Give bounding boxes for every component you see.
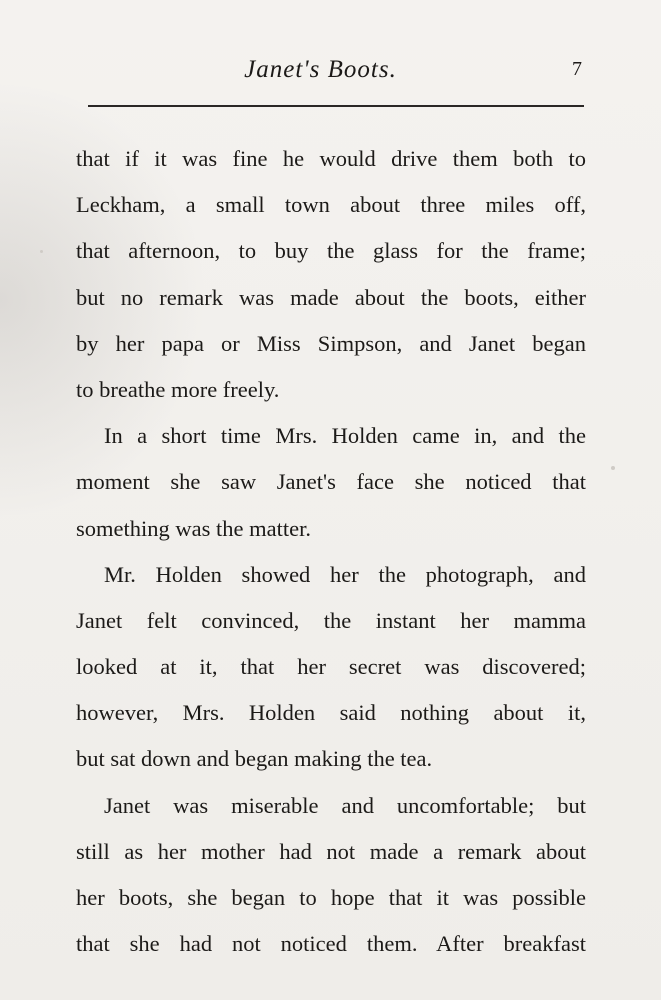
text-line: moment she saw Janet's face she noticed that [76,469,586,495]
text-line: that she had not noticed them. After breakfast [76,931,586,957]
text-line: by her papa or Miss Simpson, and Janet began [76,330,586,356]
text-line: that if it was fine he would drive them both to [76,146,586,171]
paper-speck [611,466,615,470]
text-line: but sat down and began making the tea. [76,746,433,772]
text-line: but no remark was made about the boots, either [76,284,586,310]
text-line: to breathe more freely. [76,376,280,402]
body-text [76,136,586,967]
header-rule [88,105,584,107]
text-line: that afternoon, to buy the glass for the frame; [76,238,586,264]
text-line: something was the matter. [76,515,311,541]
page-number: 7 [572,58,582,80]
text-line: her boots, she began to hope that it was possible [76,885,586,910]
paragraph-start-line: Janet was miserable and uncomfortable; but [104,792,586,818]
paragraph-start-line: Mr. Holden showed her the photograph, and [104,561,586,587]
paper-speck [40,250,43,253]
text-line: Janet felt convinced, the instant her mamma [76,607,586,633]
text-line: however, Mrs. Holden said nothing about it, [76,700,586,726]
text-line: still as her mother had not made a remark about [76,838,586,864]
text-line: looked at it, that her secret was discovered; [76,654,586,680]
running-title: Janet's Boots. [244,56,397,83]
paragraph-start-line: In a short time Mrs. Holden came in, and the [104,423,586,449]
text-line: Leckham, a small town about three miles off, [76,192,586,218]
page-header [0,52,661,92]
